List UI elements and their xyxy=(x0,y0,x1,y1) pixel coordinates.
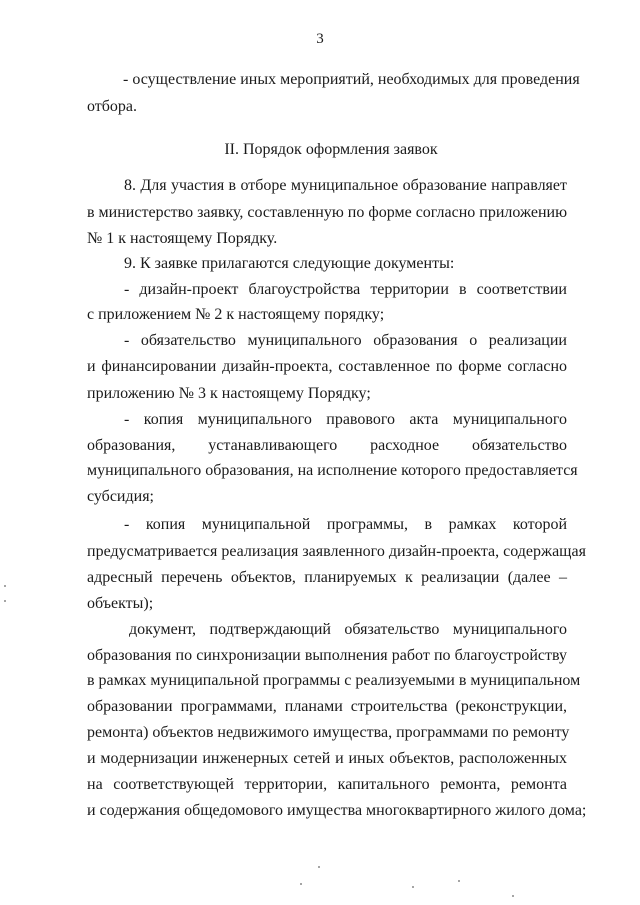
scan-speck xyxy=(318,866,320,868)
text-line: ремонта) объектов недвижимого имущества, программами по ремонту xyxy=(87,724,570,741)
section-heading: II. Порядок оформления заявок xyxy=(224,141,438,158)
text-line: и финансировании дизайн-проекта, составленное по форме согласно xyxy=(87,358,567,375)
scan-speck xyxy=(4,585,6,587)
text-line: - копия муниципального правового акта муниципального xyxy=(124,411,567,428)
text-line: на соответствующей территории, капитального ремонта, ремонта xyxy=(87,776,567,793)
text-line: субсидия; xyxy=(87,488,154,505)
text-line: отбора. xyxy=(87,98,138,115)
text-line: - обязательство муниципального образования о реализации xyxy=(124,332,567,349)
text-line: - копия муниципальной программы, в рамках которой xyxy=(124,516,567,533)
text-line: 9. К заявке прилагаются следующие документы: xyxy=(124,255,455,272)
text-line: образования по синхронизации выполнения работ по благоустройству xyxy=(87,647,567,664)
scan-speck xyxy=(512,895,514,897)
text-line: с приложением № 2 к настоящему порядку; xyxy=(87,306,385,323)
text-line: муниципального образования, на исполнение которого предоставляется xyxy=(87,462,578,479)
text-line: адресный перечень объектов, планируемых к реализации (далее – xyxy=(87,569,567,586)
text-line: - дизайн-проект благоустройства территории в соответствии xyxy=(124,281,567,298)
scan-speck xyxy=(412,886,414,888)
text-line: приложению № 3 к настоящему Порядку; xyxy=(87,385,371,402)
text-line: в министерство заявку, составленную по форме согласно приложению xyxy=(87,204,568,221)
scan-speck xyxy=(300,883,302,885)
text-line: - осуществление иных мероприятий, необходимых для проведения xyxy=(123,71,580,88)
text-line: объекты); xyxy=(87,595,154,612)
text-line: и содержания общедомового имущества многоквартирного жилого дома; xyxy=(87,802,587,819)
text-line: образования, устанавливающего расходное обязательство xyxy=(87,437,567,454)
text-line: и модернизации инженерных сетей и иных объектов, расположенных xyxy=(87,750,567,767)
text-line: образовании программами, планами строительства (реконструкции, xyxy=(87,698,567,715)
text-line: 8. Для участия в отборе муниципальное образование направляет xyxy=(124,177,567,194)
text-line: документ, подтверждающий обязательство муниципального xyxy=(129,621,567,638)
scan-speck xyxy=(4,600,6,602)
text-line: предусматривается реализация заявленного дизайн-проекта, содержащая xyxy=(87,543,586,560)
text-line: № 1 к настоящему Порядку. xyxy=(87,230,278,247)
scan-speck xyxy=(458,880,460,882)
text-line: в рамках муниципальной программы с реализуемыми в муниципальном xyxy=(87,672,581,689)
page-number: 3 xyxy=(316,31,324,47)
